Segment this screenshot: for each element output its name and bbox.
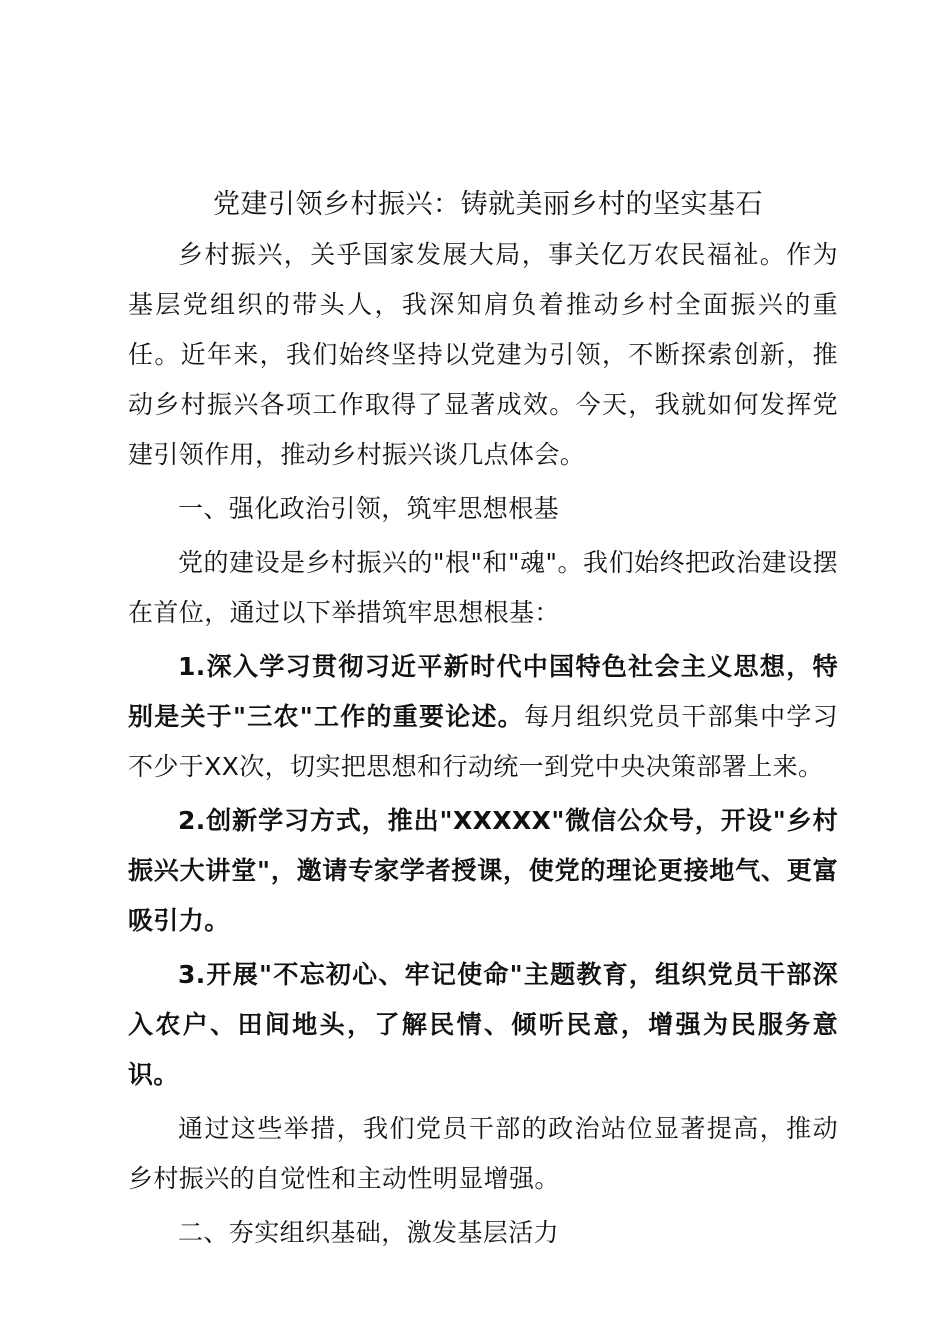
section-1-item-2-bold: 2.创新学习方式，推出"XXXXX"微信公众号，开设"乡村振兴大讲堂"，邀请专家学者授课，使党的理论更接地气、更富吸引力。 (128, 806, 838, 935)
section-1-item-1-bold: 1.深入学习贯彻习近平新时代中国特色社会主义思想，特别是关于"三农"工作的重要论述。 (128, 652, 838, 731)
document-body (128, 180, 838, 1258)
section-1-lead-paragraph: 党的建设是乡村振兴的"根"和"魂"。我们始终把政治建设摆在首位，通过以下举措筑牢思想根基： (128, 548, 838, 627)
section-1-item-3-bold: 3.开展"不忘初心、牢记使命"主题教育，组织党员干部深入农户、田间地头，了解民情、倾听民意，增强为民服务意识。 (128, 960, 838, 1089)
document-title: 党建引领乡村振兴：铸就美丽乡村的坚实基石 (213, 189, 763, 220)
section-1-summary-paragraph: 通过这些举措，我们党员干部的政治站位显著提高，推动乡村振兴的自觉性和主动性明显增强。 (128, 1114, 838, 1193)
section-1-item-1-text: 每月组织党员干部集中学习不少于XX次，切实把思想和行动统一到党中央决策部署上来。 (128, 702, 839, 781)
section-1-item-3 (128, 950, 838, 1100)
section-1-item-2 (128, 796, 838, 946)
section-1-item-1 (128, 642, 838, 792)
intro-paragraph: 乡村振兴，关乎国家发展大局，事关亿万农民福祉。作为基层党组织的带头人，我深知肩负着推动乡村全面振兴的重任。近年来，我们始终坚持以党建为引领，不断探索创新，推动乡村振兴各项工作取得了显著成效。今天，我就如何发挥党建引领作用，推动乡村振兴谈几点体会。 (128, 240, 838, 469)
section-2-heading: 二、夯实组织基础，激发基层活力 (178, 1218, 560, 1247)
section-1-heading: 一、强化政治引领，筑牢思想根基 (178, 494, 560, 523)
